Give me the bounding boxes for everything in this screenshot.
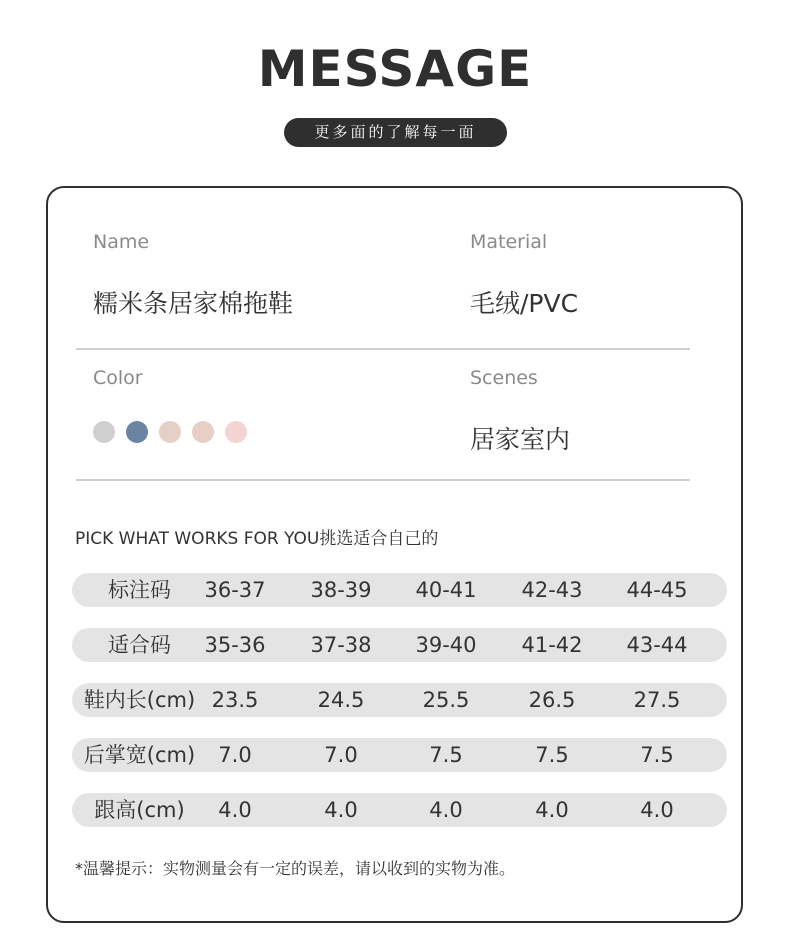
size-cell: 4.0 [429,798,463,822]
size-cell: 36-37 [204,578,266,602]
color-swatch-list [93,421,247,443]
size-cell: 4.0 [324,798,358,822]
page-title: MESSAGE [257,40,533,98]
size-cell: 40-41 [415,578,477,602]
size-cell: 24.5 [317,688,365,712]
size-cell: 38-39 [310,578,372,602]
color-label: Color [93,367,143,389]
size-cell: 26.5 [528,688,576,712]
size-cell: 7.5 [640,743,674,767]
size-cell: 7.5 [429,743,463,767]
size-cell: 25.5 [422,688,470,712]
color-swatch-tan[interactable] [192,421,214,443]
size-row-inner-length [72,683,727,717]
size-cell: 42-43 [521,578,583,602]
scenes-label: Scenes [470,367,538,389]
name-label: Name [93,231,150,253]
row-label: 鞋内长(cm) [83,688,196,712]
material-value: 毛绒/PVC [470,289,579,318]
color-swatch-beige[interactable] [159,421,181,443]
size-cell: 44-45 [626,578,688,602]
row-label: 跟高(cm) [94,798,185,822]
size-cell: 23.5 [211,688,259,712]
size-row-heel-height [72,793,727,827]
size-row-fit-size [72,628,727,662]
size-cell: 7.0 [324,743,358,767]
divider [76,479,690,481]
subtitle-badge: 更多面的了解每一面 [284,118,507,147]
color-swatch-blue[interactable] [126,421,148,443]
size-cell: 7.0 [218,743,252,767]
size-cell: 41-42 [521,633,583,657]
scenes-value: 居家室内 [470,425,571,454]
size-row-marked-size [72,573,727,607]
footnote: *温馨提示：实物测量会有一定的误差，请以收到的实物为准。 [75,859,516,878]
name-value: 糯米条居家棉拖鞋 [93,289,294,318]
size-cell: 39-40 [415,633,477,657]
size-cell: 43-44 [626,633,688,657]
size-cell: 37-38 [310,633,372,657]
size-row-heel-width [72,738,727,772]
size-cell: 4.0 [218,798,252,822]
divider [76,348,690,350]
size-cell: 4.0 [535,798,569,822]
row-label: 标注码 [108,578,171,602]
color-swatch-grey[interactable] [93,421,115,443]
material-label: Material [470,231,548,253]
size-cell: 35-36 [204,633,266,657]
size-cell: 4.0 [640,798,674,822]
color-swatch-pink[interactable] [225,421,247,443]
size-table-title: PICK WHAT WORKS FOR YOU挑选适合自己的 [75,529,439,549]
row-label: 适合码 [108,633,171,657]
row-label: 后掌宽(cm) [83,743,196,767]
size-cell: 7.5 [535,743,569,767]
size-cell: 27.5 [633,688,681,712]
